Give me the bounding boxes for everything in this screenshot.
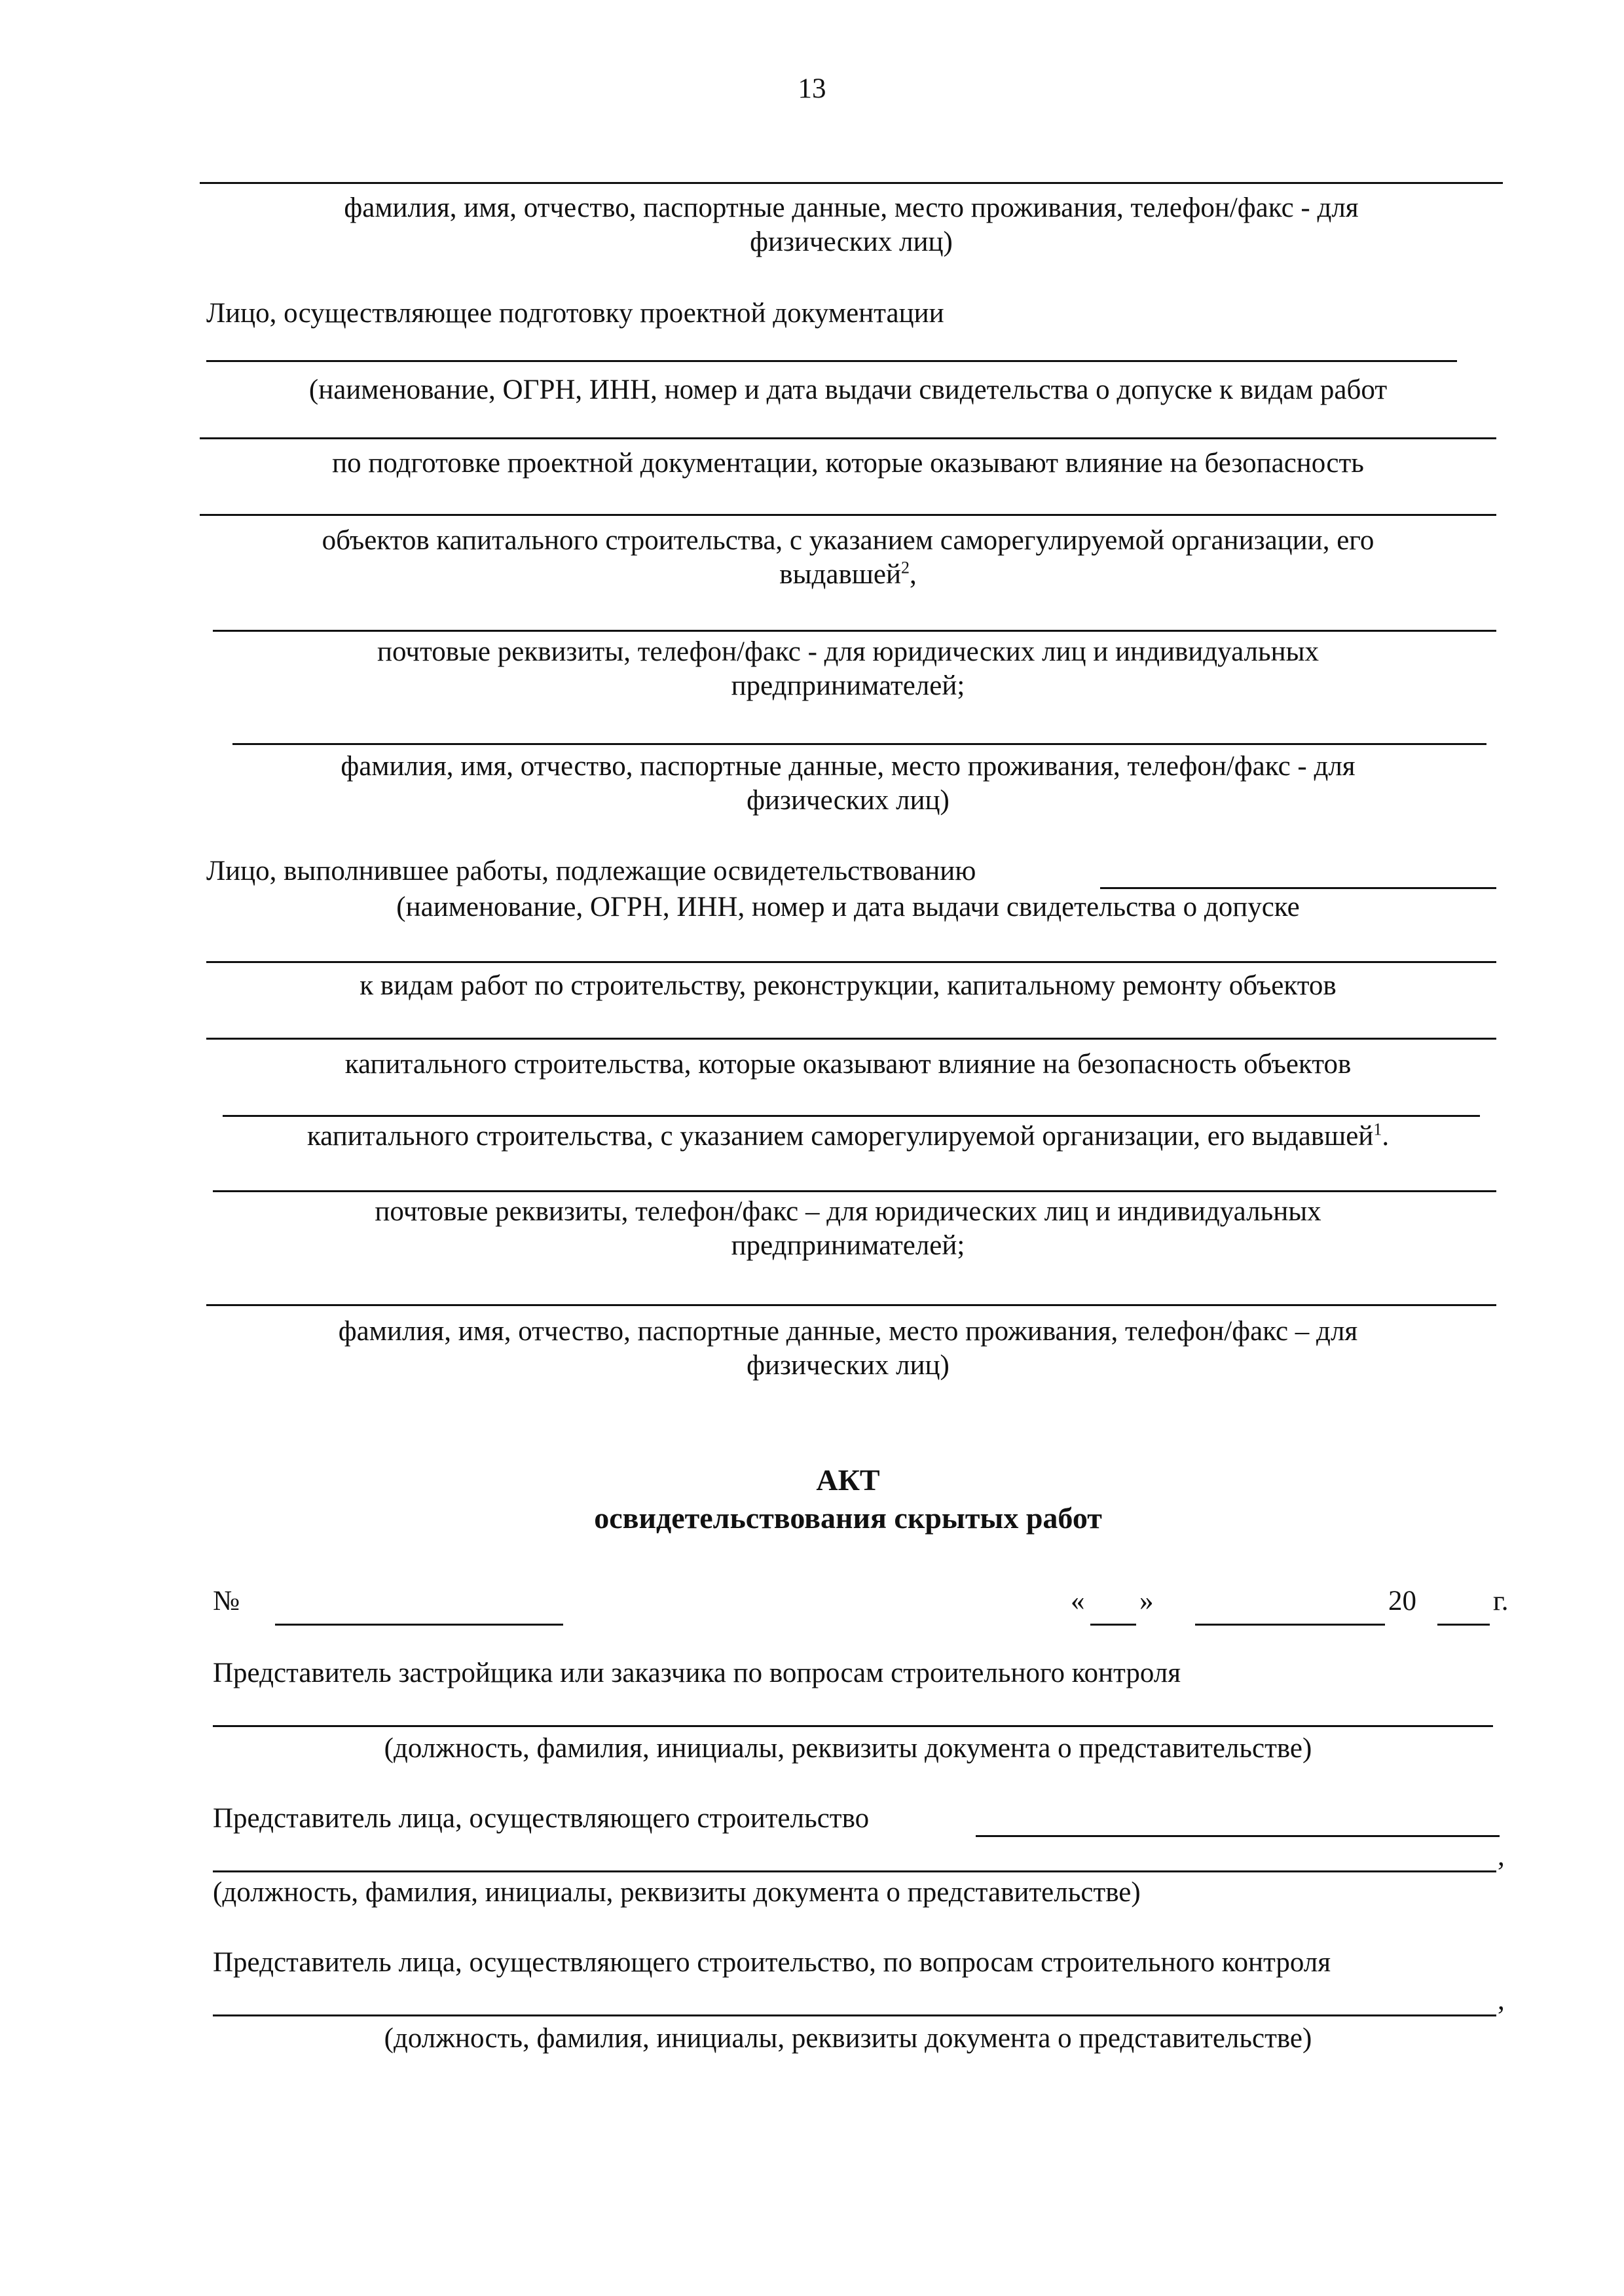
caption-text: фамилия, имя, отчество, паспортные данные, место проживания, телефон/факс – для (338, 1316, 1358, 1347)
number-sign: № (213, 1586, 240, 1616)
month-field[interactable] (1195, 1624, 1385, 1626)
act-subtitle: освидетельствования скрытых работ (594, 1501, 1102, 1535)
customer-rep-label: Представитель застройщика или заказчика по вопросам строительного контроля (213, 1658, 1181, 1688)
caption-text: к видам работ по строительству, реконструкции, капитальному ремонту объектов (360, 970, 1337, 1001)
fill-line[interactable] (206, 961, 1496, 963)
caption-text: фамилия, имя, отчество, паспортные данные, место проживания, телефон/факс - для (341, 751, 1356, 782)
caption-text: (наименование, ОГРН, ИНН, номер и дата выдачи свидетельства о допуске (396, 892, 1300, 922)
fill-line[interactable] (213, 1870, 1496, 1872)
caption-text: физических лиц) (747, 785, 950, 816)
caption-text: предпринимателей; (731, 670, 965, 701)
fill-line[interactable] (213, 1725, 1493, 1727)
caption-text: почтовые реквизиты, телефон/факс - для юридических лиц и индивидуальных (377, 636, 1320, 667)
caption-text: фамилия, имя, отчество, паспортные данные, место проживания, телефон/факс - для (344, 192, 1359, 223)
caption-text: объектов капитального строительства, с указанием саморегулируемой организации, его (322, 525, 1375, 556)
quote-close: » (1139, 1586, 1154, 1616)
act-title: АКТ (816, 1463, 880, 1497)
caption-text: (должность, фамилия, инициалы, реквизиты документа о представительстве) (384, 2023, 1312, 2054)
fill-line[interactable] (213, 1190, 1496, 1192)
caption-text: предпринимателей; (731, 1230, 965, 1261)
fill-line[interactable] (206, 1304, 1496, 1306)
fill-line[interactable] (976, 1835, 1500, 1837)
builder-rep-label: Представитель лица, осуществляющего строительство (213, 1803, 870, 1834)
act-number-field[interactable] (275, 1624, 563, 1626)
project-doc-label: Лицо, осуществляющее подготовку проектной документации (206, 298, 944, 329)
caption-text: по подготовке проектной документации, которые оказывают влияние на безопасность (332, 448, 1364, 479)
day-field[interactable] (1090, 1624, 1136, 1626)
caption-text: (наименование, ОГРН, ИНН, номер и дата выдачи свидетельства о допуске к видам работ (308, 374, 1388, 405)
fill-line[interactable] (200, 182, 1503, 184)
fill-line[interactable] (206, 1038, 1496, 1040)
fill-line[interactable] (200, 437, 1496, 439)
year-suffix: г. (1493, 1586, 1509, 1616)
caption-fragment: . (1382, 1121, 1390, 1152)
caption-text: (должность, фамилия, инициалы, реквизиты документа о представительстве) (213, 1877, 1141, 1908)
caption-fragment: капитального строительства, с указанием саморегулируемой организации, его выдавшей (306, 1121, 1374, 1152)
fill-line[interactable] (213, 630, 1496, 632)
fill-line[interactable] (1100, 887, 1496, 889)
caption-text (200, 1120, 1496, 1154)
quote-open: « (1071, 1586, 1085, 1616)
caption-text: почтовые реквизиты, телефон/факс – для юридических лиц и индивидуальных (375, 1196, 1321, 1227)
caption-text: (должность, фамилия, инициалы, реквизиты документа о представительстве) (384, 1733, 1312, 1764)
footnote-mark: 1 (1373, 1120, 1382, 1139)
fill-line[interactable] (223, 1115, 1480, 1117)
footnote-mark: 2 (900, 558, 910, 577)
fill-line[interactable] (232, 743, 1486, 745)
year-prefix: 20 (1388, 1586, 1416, 1616)
year-field[interactable] (1437, 1624, 1490, 1626)
line-comma: , (1498, 1985, 1505, 2016)
works-label: Лицо, выполнившее работы, подлежащие освидетельствованию (206, 856, 976, 886)
page-number: 13 (798, 73, 826, 104)
caption-text: физических лиц) (750, 227, 953, 257)
caption-fragment: выдавшей (779, 559, 901, 590)
fill-line[interactable] (200, 514, 1496, 516)
fill-line[interactable] (213, 2014, 1496, 2016)
caption-fragment: , (909, 559, 917, 590)
builder-control-rep-label: Представитель лица, осуществляющего строительство, по вопросам строительного контроля (213, 1947, 1331, 1978)
fill-line[interactable] (206, 360, 1457, 362)
caption-text: физических лиц) (747, 1350, 950, 1381)
caption-text: капитального строительства, которые оказывают влияние на безопасность объектов (344, 1049, 1352, 1080)
line-comma: , (1498, 1841, 1505, 1872)
caption-text (200, 558, 1496, 592)
